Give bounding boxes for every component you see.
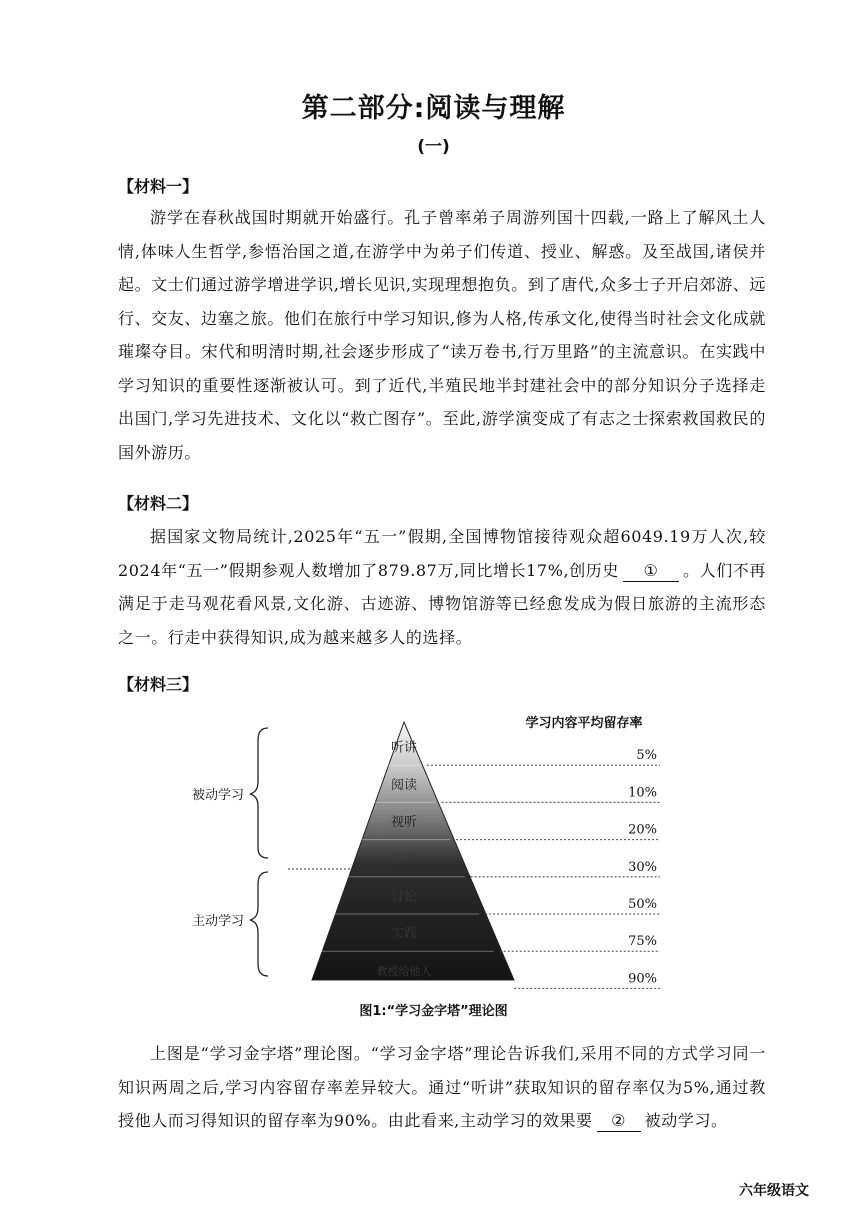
- material-1-label: 【材料一】: [118, 177, 199, 196]
- retention-rate-label: 20%: [628, 822, 657, 838]
- material-2-text-before: 据国家文物局统计,2025年“五一”假期,全国博物馆接待观众超6049.19万人次,较2024年“五一”假期参观人数增加了879.87万,同比增长17%,创历史: [118, 527, 766, 580]
- retention-rate-label: 75%: [628, 934, 657, 950]
- retention-rate-label: 50%: [628, 897, 657, 912]
- paragraph-4-after: 被动学习。: [644, 1111, 728, 1130]
- learning-pyramid-svg: [160, 706, 700, 996]
- material-2-label: 【材料二】: [118, 494, 199, 513]
- pyramid-layer-label: 讨论: [390, 889, 418, 905]
- blank-1: ①: [623, 561, 679, 582]
- pyramid-layer-label: 演示: [390, 852, 418, 868]
- section-title: 第二部分:阅读与理解: [301, 93, 566, 124]
- pyramid-layer-label: 教授给他人: [376, 964, 432, 978]
- passive-learning-label: 被动学习: [191, 788, 245, 803]
- page-footer: 六年级语文: [739, 1183, 809, 1199]
- retention-header: 学习内容平均留存率: [525, 716, 643, 731]
- active-bracket: [250, 872, 268, 976]
- passive-bracket: [250, 728, 268, 858]
- retention-rate-label: 30%: [628, 859, 657, 875]
- active-learning-label: 主动学习: [191, 914, 245, 929]
- pyramid-layer-label: 阅读: [390, 777, 418, 793]
- retention-rate-label: 90%: [628, 971, 657, 987]
- pyramid-layer-label: 听讲: [390, 740, 418, 756]
- blank-2: ②: [597, 1111, 641, 1132]
- retention-rate-label: 10%: [628, 785, 657, 801]
- pyramid-layer-label: 视听: [390, 815, 418, 830]
- paragraph-4-before: 上图是“学习金字塔”理论图。“学习金字塔”理论告诉我们,采用不同的方式学习同一知识两周之后,学习内容留存率差异较大。通过“听讲”获取知识的留存率仅为5%,通过教授他人而习得知识的留存率为90%。由此看来,主动学习的效果要: [118, 1044, 766, 1130]
- section-subtitle: (一): [417, 137, 450, 157]
- figure-caption: 图1:“学习金字塔”理论图: [359, 1004, 508, 1019]
- pyramid-layer-label: 实践: [390, 926, 418, 942]
- learning-pyramid-figure: [160, 706, 700, 996]
- paragraph-4-text: [118, 1037, 766, 1138]
- retention-rate-label: 5%: [636, 748, 657, 764]
- material-2-text: [118, 520, 766, 654]
- material-1-text: 游学在春秋战国时期就开始盛行。孔子曾率弟子周游列国十四载,一路上了解风土人情,体味人生哲学,参悟治国之道,在游学中为弟子们传道、授业、解惑。及至战国,诸侯并起。文士们通过游学增进学识,增长见识,实现理想抱负。到了唐代,众多士子开启郊游、远行、交友、边塞之旅。他们在旅行中学习知识,修为人格,传承文化,使得当时社会文化成就璀璨夺目。宋代和明清时期,社会逐步形成了“读万卷书,行万里路”的主流意识。在实践中学习知识的重要性逐渐被认可。到了近代,半殖民地半封建社会中的部分知识分子选择走出国门,学习先进技术、文化以“救亡图存”。至此,游学演变成了有志之士探索救国救民的国外游历。: [118, 208, 766, 462]
- material-3-label: 【材料三】: [118, 675, 199, 694]
- material-2-text-after: 。人们不再满足于走马观花看风景,文化游、古迹游、博物馆游等已经愈发成为假日旅游的主流形态之一。行走中获得知识,成为越来越多人的选择。: [118, 560, 767, 647]
